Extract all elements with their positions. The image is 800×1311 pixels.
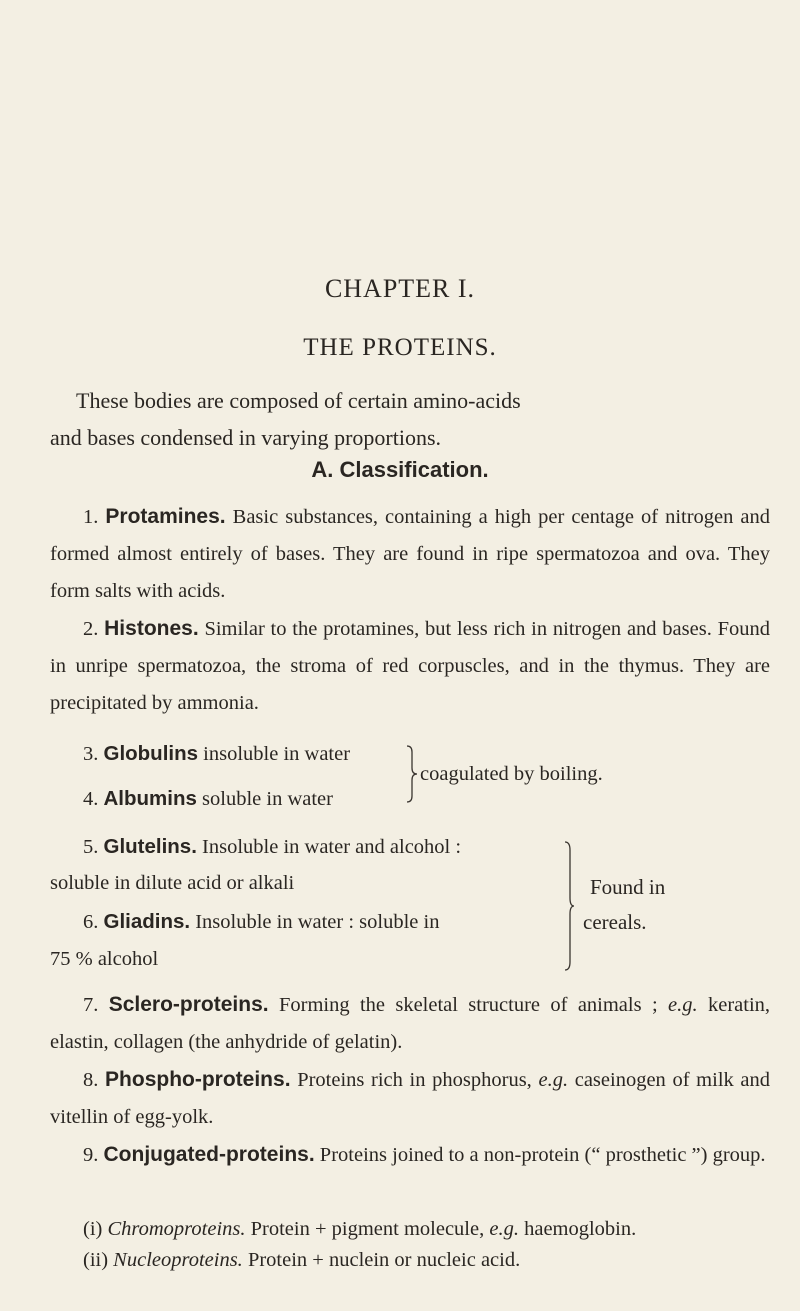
item-text: Insoluble in water : soluble in — [195, 911, 440, 933]
item-text: soluble in water — [202, 788, 333, 810]
item-text-cont: keratin, elastin, collagen (the anhydride of gelatin). — [50, 994, 771, 1053]
line-glutelins-cont: soluble in dilute acid or alkali — [50, 872, 295, 894]
page-title: THE PROTEINS. — [303, 334, 497, 361]
item-text: Similar to the protamines, but less rich in nitrogen and bases. Found in unripe spermatozoa, the stroma of red corpuscles, and in the thymus. They are precipitated by ammonia. — [50, 618, 771, 714]
chapter-heading: CHAPTER I. — [324, 274, 476, 303]
brace-icon — [562, 840, 576, 972]
line-glutelins — [83, 835, 461, 859]
line-gliadins-cont: 75 % alcohol — [50, 948, 159, 970]
intro-line-2: and bases condensed in varying proportions. — [50, 425, 442, 450]
subitem-text-cont: haemoglobin. — [524, 1218, 637, 1240]
item-eg: e.g. — [538, 1069, 569, 1091]
item-number: 3. — [83, 743, 99, 765]
subitem-number: (ii) — [83, 1249, 109, 1271]
item-eg: e.g. — [668, 994, 698, 1016]
item-label: Globulins — [103, 742, 199, 765]
item-number: 4. — [83, 788, 99, 810]
item-number: 7. — [83, 994, 99, 1016]
brace-note-found-in: Found in — [590, 875, 666, 899]
item-label: Gliadins. — [103, 910, 191, 933]
section-heading: A. Classification. — [311, 457, 489, 482]
item-label: Histones. — [104, 617, 199, 640]
brace-note-cereals: cereals. — [583, 910, 647, 934]
item-text: Basic substances, containing a high per centage of nitrogen and formed almost entirely of bases. They are found in ripe spermatozoa and ova. They form salts with acids. — [50, 506, 771, 602]
item-number: 8. — [83, 1069, 99, 1091]
item-label: Phospho-proteins. — [105, 1068, 291, 1091]
line-globulins — [83, 742, 350, 766]
item-label: Sclero-proteins. — [108, 993, 269, 1016]
item-number: 5. — [83, 836, 99, 858]
subitem-label: Nucleoproteins. — [113, 1249, 243, 1271]
subitem-label: Chromoproteins. — [107, 1218, 246, 1240]
item-text: Insoluble in water and alcohol : — [202, 836, 462, 858]
item-label: Albumins — [103, 787, 197, 810]
paragraph-sclero-proteins — [50, 986, 770, 1061]
item-text: Proteins rich in phosphorus, — [297, 1069, 532, 1091]
item-number: 2. — [83, 618, 99, 640]
item-label: Glutelins. — [103, 835, 197, 858]
paragraph-phospho-proteins — [50, 1061, 770, 1136]
subitem-text: Protein + nuclein or nucleic acid. — [247, 1249, 521, 1271]
item-number: 6. — [83, 911, 99, 933]
brace-icon — [404, 744, 420, 804]
line-gliadins — [83, 910, 439, 934]
item-number: 9. — [83, 1144, 99, 1166]
paragraph-conjugated-proteins — [50, 1136, 770, 1174]
paragraph-histones — [50, 610, 770, 722]
item-text-cont: caseinogen of milk and vitellin of egg-yolk. — [50, 1069, 771, 1128]
item-text: Proteins joined to a non-protein (“ prosthetic ”) group. — [319, 1144, 766, 1166]
subitem-text: Protein + pigment molecule, — [250, 1218, 485, 1240]
item-number: 1. — [83, 506, 99, 528]
paragraph-chromoproteins — [50, 1211, 770, 1248]
line-albumins — [83, 787, 333, 811]
item-label: Conjugated-proteins. — [103, 1143, 315, 1166]
item-text: Forming the skeletal structure of animals ; — [278, 994, 658, 1016]
item-label: Protamines. — [105, 505, 226, 528]
paragraph-protamines — [50, 498, 770, 610]
brace-note-coagulated: coagulated by boiling. — [420, 763, 603, 785]
intro-line-1: These bodies are composed of certain amino-acids — [76, 388, 521, 413]
subitem-eg: e.g. — [489, 1218, 519, 1240]
subitem-number: (i) — [83, 1218, 103, 1240]
item-text: insoluble in water — [203, 743, 351, 765]
line-nucleoproteins — [83, 1249, 520, 1272]
